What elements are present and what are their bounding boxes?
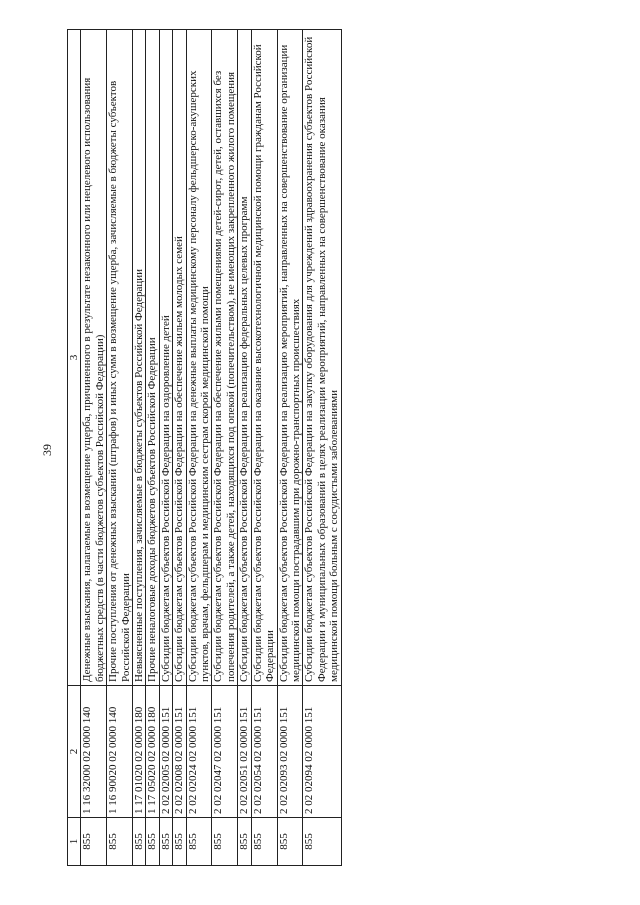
- admin-code-cell: 855: [238, 818, 251, 866]
- table-row: [251, 30, 277, 866]
- admin-code-cell: 855: [146, 818, 159, 866]
- admin-code-cell: 855: [133, 818, 146, 866]
- admin-code-cell: 855: [186, 818, 212, 866]
- revenue-name-cell: Субсидии бюджетам субъектов Российской Федерации на обеспечение жильем молодых семей: [173, 30, 186, 686]
- revenue-code-cell: 2 02 02047 02 0000 151: [212, 686, 238, 818]
- admin-code-cell: 855: [173, 818, 186, 866]
- column-header-2: 2: [68, 686, 81, 818]
- revenue-name-cell: Субсидии бюджетам субъектов Российской Федерации на оказание высокотехнологичной медицинской помощи гражданам Российской Федерации: [251, 30, 277, 686]
- table-header-row: [68, 30, 81, 866]
- revenue-code-cell: 2 02 02024 02 0000 151: [186, 686, 212, 818]
- column-header-1: 1: [68, 818, 81, 866]
- table-row: [186, 30, 212, 866]
- admin-code-cell: 855: [107, 818, 133, 866]
- revenue-code-cell: 2 02 02054 02 0000 151: [251, 686, 277, 818]
- table-row: [81, 30, 107, 866]
- revenue-name-cell: Субсидии бюджетам субъектов Российской Федерации на обеспечение жилыми помещениями детей-сирот, детей, оставшихся без попечения родителей, а также детей, находящихся под опекой (попечительством), не имеющих закрепленного жилого помещения: [212, 30, 238, 686]
- admin-code-cell: 855: [212, 818, 238, 866]
- revenue-code-cell: 1 17 05020 02 0000 180: [146, 686, 159, 818]
- revenue-codes-table: [67, 29, 342, 866]
- revenue-code-cell: 2 02 02051 02 0000 151: [238, 686, 251, 818]
- revenue-name-cell: Субсидии бюджетам субъектов Российской Федерации на оздоровление детей: [159, 30, 172, 686]
- admin-code-cell: 855: [81, 818, 107, 866]
- table-row: [133, 30, 146, 866]
- revenue-name-cell: Невыясненные поступления, зачисляемые в бюджеты субъектов Российской Федерации: [133, 30, 146, 686]
- table-row: [173, 30, 186, 866]
- revenue-codes-table-container: [67, 30, 491, 866]
- revenue-code-cell: 2 02 02005 02 0000 151: [159, 686, 172, 818]
- revenue-code-cell: 2 02 02093 02 0000 151: [277, 686, 303, 818]
- table-row: [159, 30, 172, 866]
- revenue-code-cell: 1 16 90020 02 0000 140: [107, 686, 133, 818]
- table-row: [212, 30, 238, 866]
- table-row: [277, 30, 303, 866]
- revenue-name-cell: Денежные взыскания, налагаемые в возмещение ущерба, причиненного в результате незаконного или нецелевого использования бюджетных средств (в части бюджетов субъектов Российской Федерации): [81, 30, 107, 686]
- revenue-name-cell: Субсидии бюджетам субъектов Российской Федерации на закупку оборудования для учреждений здравоохранения субъектов Российской Федерации и муниципальных образований в целях реализации мероприятий, направленных на совершенствование оказания медицинской помощи больным с сосудистыми заболеваниями: [303, 30, 341, 686]
- table-row: [303, 30, 341, 866]
- revenue-name-cell: Прочие неналоговые доходы бюджетов субъектов Российской Федерации: [146, 30, 159, 686]
- admin-code-cell: 855: [251, 818, 277, 866]
- page-number: 39: [40, 444, 54, 456]
- column-header-3: 3: [68, 30, 81, 686]
- admin-code-cell: 855: [303, 818, 341, 866]
- revenue-code-cell: 2 02 02094 02 0000 151: [303, 686, 341, 818]
- revenue-name-cell: Субсидии бюджетам субъектов Российской Федерации на денежные выплаты медицинскому персоналу фельдшерско-акушерских пунктов, врачам, фельдшерам и медицинским сестрам скорой медицинской помощи: [186, 30, 212, 686]
- revenue-code-cell: 2 02 02008 02 0000 151: [173, 686, 186, 818]
- revenue-name-cell: Субсидии бюджетам субъектов Российской Федерации на реализацию федеральных целевых программ: [238, 30, 251, 686]
- admin-code-cell: 855: [277, 818, 303, 866]
- table-row: [146, 30, 159, 866]
- revenue-name-cell: Прочие поступления от денежных взысканий (штрафов) и иных сумм в возмещение ущерба, зачисляемые в бюджеты субъектов Российской Федерации: [107, 30, 133, 686]
- revenue-code-cell: 1 17 01020 02 0000 180: [133, 686, 146, 818]
- admin-code-cell: 855: [159, 818, 172, 866]
- table-row: [107, 30, 133, 866]
- revenue-name-cell: Субсидии бюджетам субъектов Российской Федерации на реализацию мероприятий, направленных на совершенствование организации медицинской помощи пострадавшим при дорожно-транспортных происшествиях: [277, 30, 303, 686]
- revenue-code-cell: 1 16 32000 02 0000 140: [81, 686, 107, 818]
- table-row: [238, 30, 251, 866]
